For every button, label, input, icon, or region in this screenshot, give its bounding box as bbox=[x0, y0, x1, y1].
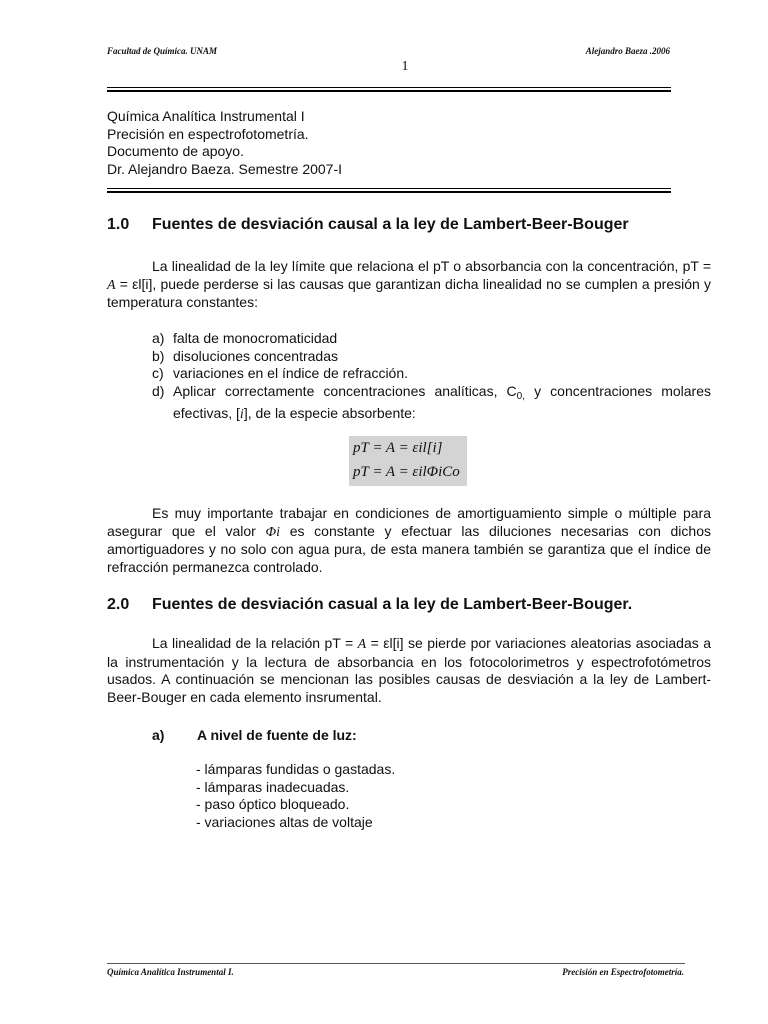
section-1-paragraph-1 bbox=[107, 258, 711, 312]
header-institution: Facultad de Química. UNAM bbox=[107, 46, 218, 56]
footer-topic: Precisión en Espectrofotometría. bbox=[562, 967, 684, 977]
subsection-a-title: A nivel de fuente de luz: bbox=[197, 727, 357, 743]
p1-text-b: = εl[i], puede perderse si las causas que garantizan dicha linealidad no se cumplen a presión y temperatura constantes: bbox=[107, 275, 711, 310]
list-marker: b) bbox=[152, 347, 165, 364]
equation-1: pT = A = εil[i] bbox=[353, 440, 443, 456]
list-item: - lámparas inadecuadas. bbox=[196, 778, 350, 795]
section-1-number: 1.0 bbox=[107, 216, 130, 233]
footer-rule bbox=[107, 963, 685, 964]
list-marker: a) bbox=[152, 330, 165, 346]
item-d-text-b: y concentraciones molares efectivas, [ bbox=[173, 382, 711, 421]
p3-text-b: = εl[i] se pierde por variaciones aleatorias asociadas a la instrumentación y la lectura de absorbancia en los fotocolorimetros y espectrofotómetros usados. A continuación se mencionan las posibles causas de desviación a la ley de Lambert-Beer-Bouger en cada elemento insrumental. bbox=[107, 635, 711, 705]
list-item: - variaciones altas de voltaje bbox=[196, 813, 373, 830]
equation-2: pT = A = εilΦiCo bbox=[353, 464, 460, 480]
p2-text-b: es constante y efectuar las diluciones necesarias con dichos amortiguadores y no solo con agua pura, de esta manera también se garantiza que el índice de refracción permanezca controlado. bbox=[107, 522, 711, 575]
top-double-rule bbox=[107, 87, 671, 92]
section-2-heading bbox=[107, 596, 632, 614]
item-d-text-a: Aplicar correctamente concentraciones analíticas, C bbox=[173, 382, 517, 399]
list-item bbox=[152, 383, 711, 424]
list-item: - lámparas fundidas o gastadas. bbox=[196, 761, 396, 777]
causes-list bbox=[152, 330, 711, 424]
section-1-title: Fuentes de desviación causal a la ley de Lambert-Beer-Bouger bbox=[152, 216, 629, 233]
list-marker: d) bbox=[152, 382, 165, 399]
p2-phi-symbol: Φi bbox=[265, 524, 281, 540]
list-item bbox=[152, 330, 711, 348]
list-item bbox=[152, 365, 711, 383]
page-number: 1 bbox=[401, 59, 409, 74]
subsection-a-heading bbox=[152, 727, 357, 743]
list-marker: c) bbox=[152, 365, 164, 381]
p1-symbol-a: A bbox=[107, 277, 116, 293]
section-2-number: 2.0 bbox=[107, 596, 130, 613]
p1-text-a: La linealidad de la ley límite que relaciona el pT o absorbancia con la concentración, pT = bbox=[152, 258, 711, 274]
list-text: falta de monocromaticidad bbox=[173, 330, 338, 346]
item-d-italic-i: i bbox=[239, 407, 244, 422]
intro-double-rule bbox=[107, 188, 671, 193]
topic-title: Precisión en espectrofotometría. bbox=[107, 125, 309, 142]
light-source-list bbox=[196, 761, 395, 831]
item-d-subscript: 0, bbox=[516, 390, 526, 402]
section-2-title: Fuentes de desviación casual a la ley de Lambert-Beer-Bouger. bbox=[152, 596, 633, 613]
section-2-paragraph-1 bbox=[107, 635, 711, 706]
item-d-text-c: ], de la especie absorbente: bbox=[243, 405, 416, 421]
footer-course: Química Analítica Instrumental I. bbox=[107, 967, 234, 977]
header-author: Alejandro Baeza .2006 bbox=[585, 46, 670, 56]
list-text: variaciones en el índice de refracción. bbox=[173, 365, 409, 381]
equations-box bbox=[349, 436, 467, 486]
section-1-heading bbox=[107, 216, 629, 234]
course-title: Química Analítica Instrumental I bbox=[107, 108, 305, 124]
p2-text-a: Es muy importante trabajar en condiciones de amortiguamiento simple o múltiple para asegurar que el valor bbox=[107, 505, 711, 539]
author-semester: Dr. Alejandro Baeza. Semestre 2007-I bbox=[107, 160, 343, 177]
p3-text-a: La linealidad de la relación pT = bbox=[152, 635, 358, 651]
doc-type: Documento de apoyo. bbox=[107, 143, 244, 159]
document-intro bbox=[107, 108, 342, 178]
subsection-a-marker: a) bbox=[152, 727, 165, 743]
section-1-paragraph-2 bbox=[107, 505, 711, 576]
list-item bbox=[152, 348, 711, 366]
p3-symbol-a: A bbox=[357, 637, 367, 652]
list-text: disoluciones concentradas bbox=[173, 347, 338, 364]
list-item: - paso óptico bloqueado. bbox=[196, 796, 350, 812]
